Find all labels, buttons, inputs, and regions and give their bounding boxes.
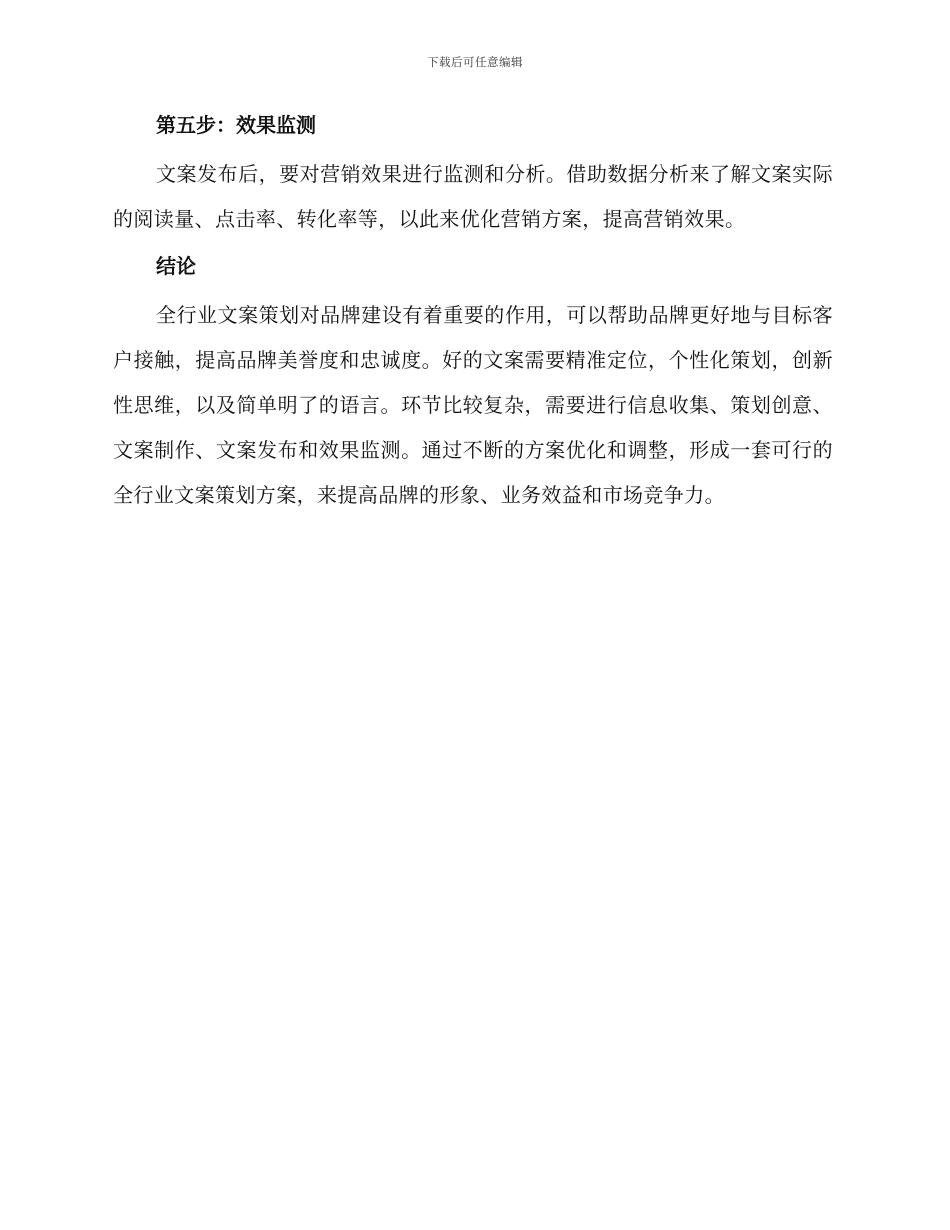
section-heading-conclusion: 结论 — [156, 254, 196, 278]
document-body — [113, 110, 833, 527]
section-heading-step-five: 第五步：效果监测 — [156, 113, 316, 137]
section-paragraph-conclusion: 全行业文案策划对品牌建设有着重要的作用，可以帮助品牌更好地与目标客户接触，提高品牌美誉度和忠诚度。好的文案需要精准定位，个性化策划，创新性思维，以及简单明了的语言。环节比较复杂，需要进行信息收集、策划创意、文案制作、文案发布和效果监测。通过不断的方案优化和调整，形成一套可行的全行业文案策划方案，来提高品牌的形象、业务效益和市场竞争力。 — [113, 303, 833, 507]
header-note: 下载后可任意编辑 — [427, 55, 523, 69]
section-paragraph-step-five: 文案发布后，要对营销效果进行监测和分析。借助数据分析来了解文案实际的阅读量、点击率、转化率等，以此来优化营销方案，提高营销效果。 — [113, 162, 833, 231]
